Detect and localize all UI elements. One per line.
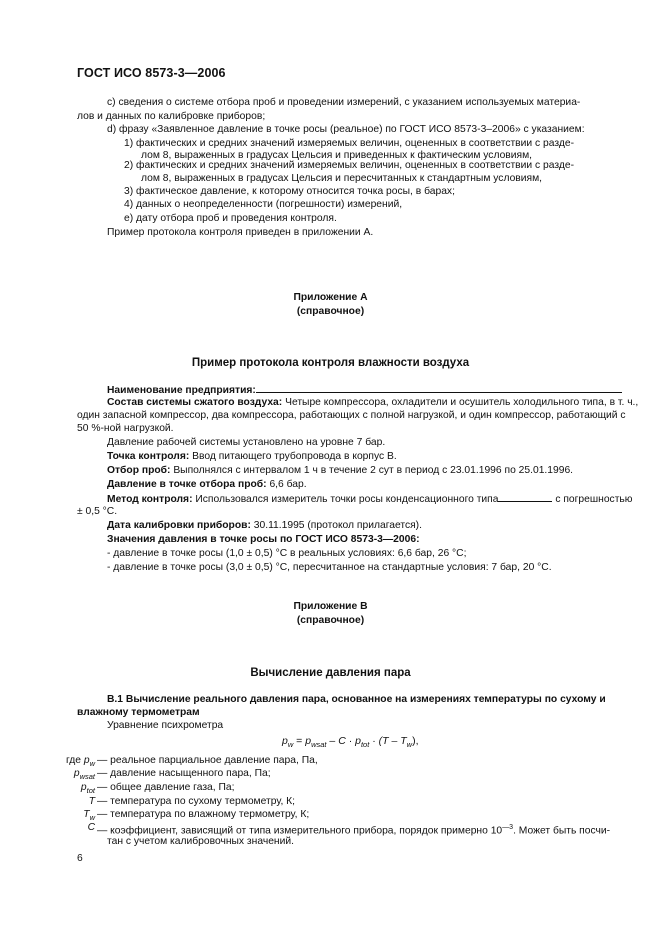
- definition-text-tw: — температура по влажному термометру, К;: [97, 809, 310, 820]
- list-item-c: c) сведения о системе отбора проб и проведении измерений, с указанием используемых материа-: [107, 97, 581, 108]
- formula-dot-2: ·: [369, 735, 379, 747]
- page-number: 6: [77, 853, 83, 864]
- method-blank: [498, 492, 552, 502]
- composition-value: Четыре компрессора, охладители и осушитель холодильного типа, в т. ч.,: [282, 397, 639, 408]
- sublist-item-2-cont: лом 8, выраженных в градусах Цельсия и пересчитанных к стандартным условиям,: [141, 173, 543, 184]
- formula-pw-sub: w: [287, 740, 294, 750]
- definition-symbol-t: [0, 795, 95, 809]
- method-accuracy: с погрешностью: [552, 494, 633, 505]
- method-value: Использовался измеритель точки росы конденсационного типа: [192, 494, 499, 505]
- sampling-label: Отбор проб:: [107, 465, 171, 476]
- list-item-d: d) фразу «Заявленное давление в точке росы (реальное) по ГОСТ ИСО 8573-3–2006» с указанием:: [107, 124, 585, 135]
- symbol-sub: tot: [86, 786, 95, 796]
- symbol-sub: w: [89, 759, 95, 769]
- sampling-pressure-value: 6,6 бар.: [266, 479, 307, 490]
- document-header: ГОСТ ИСО 8573-3—2006: [77, 66, 226, 80]
- company-label: Наименование предприятия:: [107, 385, 256, 396]
- annex-a-type: (справочное): [296, 306, 365, 317]
- symbol-letter: p: [80, 782, 87, 793]
- sampling-pressure-row: [107, 478, 307, 492]
- composition-label: Состав системы сжатого воздуха:: [107, 397, 283, 408]
- sampling-value: Выполнялся с интервалом 1 ч в течение 2 сут в период с 23.01.1996 по 25.01.1996.: [170, 465, 574, 476]
- calibration-value: 30.11.1995 (протокол прилагается).: [250, 520, 422, 531]
- sampling-pressure-label: Давление в точке отбора проб:: [107, 479, 267, 490]
- formula-dot: ·: [345, 735, 356, 747]
- values-heading: Значения давления в точке росы по ГОСТ ИСО 8573-3—2006:: [107, 534, 420, 545]
- section-b1-heading-cont: влажному термометрам: [77, 707, 200, 718]
- symbol-letter: C: [87, 822, 95, 833]
- control-point-label: Точка контроля:: [107, 451, 190, 462]
- annex-a-label: Приложение А: [293, 292, 368, 303]
- definition-text-ptot: — общее давление газа, Па;: [97, 782, 235, 793]
- equation-label: Уравнение психрометра: [107, 720, 224, 731]
- formula-close: ),: [412, 735, 419, 747]
- definition-c-main: — коэффициент, зависящий от типа измерительного прибора, порядок примерно 10: [97, 825, 503, 837]
- formula-c: C: [338, 735, 346, 747]
- calibration-row: [107, 519, 422, 533]
- formula-pwsat: p: [305, 735, 312, 747]
- pressure-set: Давление рабочей системы установлено на уровне 7 бар.: [107, 437, 386, 448]
- symbol-letter: T: [88, 796, 95, 807]
- definition-symbol-c: [0, 821, 95, 835]
- annex-b-label: Приложение В: [293, 601, 368, 612]
- formula-minus: –: [326, 735, 339, 747]
- value-standard: - давление в точке росы (3,0 ± 0,5) °С, пересчитанное на стандартные условия: 7 бар, 20 °С.: [107, 562, 552, 573]
- annex-a-title: Пример протокола контроля влажности воздуха: [191, 357, 470, 369]
- formula-pw: p: [282, 735, 288, 747]
- definition-text-pwsat: — давление насыщенного пара, Па;: [97, 768, 271, 779]
- symbol-letter: p: [73, 768, 80, 779]
- calibration-label: Дата калибровки приборов:: [107, 520, 251, 531]
- sampling-row: [107, 464, 573, 478]
- annex-b-type: (справочное): [296, 615, 365, 626]
- sublist-item-1: 1) фактических и средних значений измеряемых величин, оцененных в соответствии с разде-: [124, 138, 575, 149]
- formula-ptot: p: [355, 735, 361, 747]
- formula-tw-sub: w: [406, 740, 413, 750]
- section-b1-heading: В.1 Вычисление реального давления пара, основанное на измерениях температуры по сухому и: [107, 694, 606, 705]
- annex-b-title: Вычисление давления пара: [250, 667, 411, 679]
- method-label: Метод контроля:: [107, 494, 193, 505]
- list-item-c-cont: лов и данных по калибровке приборов;: [77, 111, 266, 122]
- composition-line-2: один запасной компрессор, два компрессора, работающих с полной нагрузкой, и один компрессор, работающий с: [77, 410, 626, 421]
- method-line-2: ± 0,5 °С.: [77, 506, 118, 517]
- control-point-value: Ввод питающего трубопровода в корпус В.: [189, 451, 397, 462]
- company-blank: [256, 383, 622, 393]
- symbol-sub: w: [89, 813, 95, 823]
- formula-pwsat-sub: wsat: [311, 740, 327, 750]
- value-real: - давление в точке росы (1,0 ± 0,5) °С в реальных условиях: 6,6 бар, 26 °С;: [107, 548, 467, 559]
- method-row: [107, 492, 633, 507]
- example-reference: Пример протокола контроля приведен в приложении А.: [107, 227, 374, 238]
- list-item-e: e) дату отбора проб и проведения контроля.: [124, 213, 337, 224]
- composition-row: [107, 396, 638, 410]
- control-point-row: [107, 450, 397, 464]
- symbol-letter: T: [83, 809, 90, 820]
- definition-c-tail: . Может быть посчи-: [513, 825, 611, 837]
- definition-c-exponent: —3: [502, 824, 514, 831]
- sublist-item-4: 4) данных о неопределенности (погрешности) измерений,: [124, 199, 403, 210]
- sublist-item-3: 3) фактическое давление, к которому относится точка росы, в барах;: [124, 186, 455, 197]
- symbol-sub: wsat: [79, 772, 95, 782]
- formula-ptot-sub: tot: [360, 740, 370, 750]
- composition-line-3: 50 %-ной нагрузкой.: [77, 423, 174, 434]
- definition-text-c-cont: тан с учетом калибровочных значений.: [107, 836, 294, 847]
- definition-text-t: — температура по сухому термометру, К;: [97, 796, 296, 807]
- symbol-letter: p: [83, 755, 90, 766]
- psychrometer-formula: [282, 735, 419, 749]
- formula-temp-diff: (T – T: [378, 735, 407, 747]
- where-word: где: [65, 755, 84, 766]
- sublist-item-2: 2) фактических и средних значений измеряемых величин, оцененных в соответствии с разде-: [124, 160, 575, 171]
- sublist-item-1-cont: лом 8, выраженных в градусах Цельсия и приведенных к фактическим условиям,: [141, 150, 533, 161]
- definition-text-pw: — реальное парциальное давление пара, Па,: [97, 755, 318, 766]
- formula-equals: =: [293, 735, 306, 747]
